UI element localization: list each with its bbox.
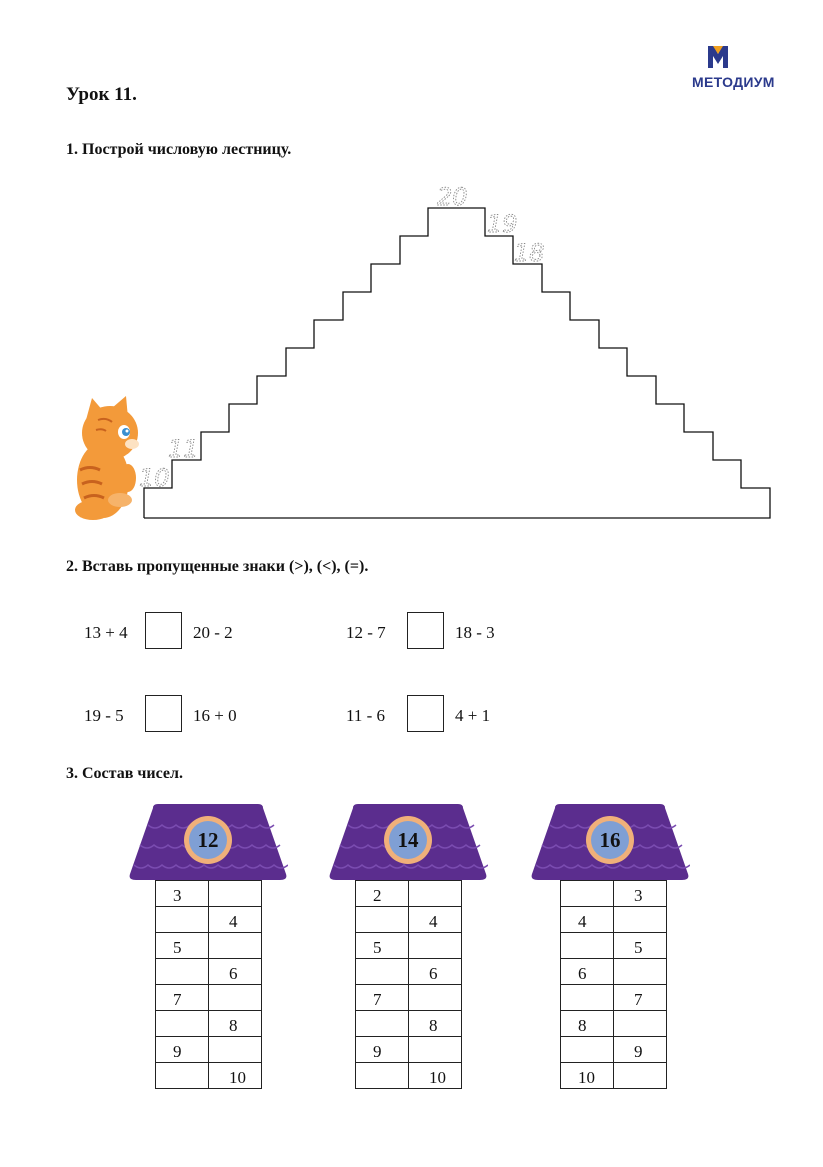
- cell[interactable]: [356, 907, 409, 933]
- cell[interactable]: [156, 1063, 209, 1089]
- cell[interactable]: 8: [561, 1011, 614, 1037]
- cell[interactable]: 5: [356, 933, 409, 959]
- cell[interactable]: 10: [561, 1063, 614, 1089]
- cell[interactable]: [614, 1063, 667, 1089]
- cell[interactable]: 10: [409, 1063, 462, 1089]
- cell[interactable]: [156, 959, 209, 985]
- cell[interactable]: 10: [209, 1063, 262, 1089]
- cell[interactable]: [356, 1063, 409, 1089]
- cell[interactable]: 7: [356, 985, 409, 1011]
- cell[interactable]: 3: [156, 881, 209, 907]
- cell[interactable]: [614, 1011, 667, 1037]
- cell[interactable]: [561, 985, 614, 1011]
- house-number: 16: [599, 828, 621, 852]
- cell[interactable]: [614, 907, 667, 933]
- cell[interactable]: [409, 881, 462, 907]
- cell[interactable]: 9: [156, 1037, 209, 1063]
- composition-table: [355, 880, 462, 1089]
- cell[interactable]: 7: [156, 985, 209, 1011]
- lesson-title: Урок 11.: [66, 84, 137, 105]
- cell[interactable]: 4: [561, 907, 614, 933]
- cell[interactable]: [209, 881, 262, 907]
- cell[interactable]: 4: [409, 907, 462, 933]
- cell[interactable]: [209, 1037, 262, 1063]
- traced-number-11: 11: [168, 435, 199, 463]
- expr-left: 11 - 6: [346, 706, 386, 725]
- sign-box[interactable]: [145, 612, 182, 649]
- cell[interactable]: [209, 985, 262, 1011]
- cell[interactable]: [209, 933, 262, 959]
- cell[interactable]: 9: [614, 1037, 667, 1063]
- task1-title: 1. Построй числовую лестницу.: [66, 141, 292, 158]
- cell[interactable]: [561, 881, 614, 907]
- cell[interactable]: [356, 1011, 409, 1037]
- cell[interactable]: [356, 959, 409, 985]
- cell[interactable]: [156, 907, 209, 933]
- cell[interactable]: 5: [614, 933, 667, 959]
- expr-right: 20 - 2: [193, 623, 233, 642]
- cell[interactable]: 6: [561, 959, 614, 985]
- expr-right: 4 + 1: [455, 706, 491, 725]
- expr-right: 18 - 3: [455, 623, 495, 642]
- cell[interactable]: 8: [409, 1011, 462, 1037]
- cell[interactable]: 2: [356, 881, 409, 907]
- cell[interactable]: 5: [156, 933, 209, 959]
- task3-title: 3. Состав чисел.: [66, 765, 183, 782]
- cell[interactable]: 8: [209, 1011, 262, 1037]
- cell[interactable]: [614, 959, 667, 985]
- cell[interactable]: 6: [209, 959, 262, 985]
- expr-left: 13 + 4: [84, 623, 128, 642]
- sign-box[interactable]: [407, 695, 444, 732]
- number-staircase: [0, 0, 823, 540]
- house-number: 14: [397, 828, 419, 852]
- cell[interactable]: 9: [356, 1037, 409, 1063]
- house-number: 12: [197, 828, 219, 852]
- composition-table: [155, 880, 262, 1089]
- cell[interactable]: [409, 933, 462, 959]
- traced-number-20: 20: [437, 183, 468, 211]
- cell[interactable]: [409, 985, 462, 1011]
- cell[interactable]: [409, 1037, 462, 1063]
- cell[interactable]: [561, 933, 614, 959]
- sign-box[interactable]: [407, 612, 444, 649]
- cell[interactable]: [156, 1011, 209, 1037]
- logo-text: МЕТОДИУМ: [692, 74, 775, 90]
- task2-title: 2. Вставь пропущенные знаки (>), (<), (=).: [66, 558, 369, 575]
- cell[interactable]: 6: [409, 959, 462, 985]
- sign-box[interactable]: [145, 695, 182, 732]
- traced-number-19: 19: [487, 210, 518, 238]
- cell[interactable]: [561, 1037, 614, 1063]
- cell[interactable]: 7: [614, 985, 667, 1011]
- expr-left: 19 - 5: [84, 706, 124, 725]
- traced-number-10: 10: [139, 464, 170, 492]
- cat-icon: [75, 396, 139, 520]
- cell[interactable]: 3: [614, 881, 667, 907]
- composition-table: [560, 880, 667, 1089]
- cell[interactable]: 4: [209, 907, 262, 933]
- traced-number-18: 18: [514, 239, 545, 267]
- expr-left: 12 - 7: [346, 623, 386, 642]
- expr-right: 16 + 0: [193, 706, 237, 725]
